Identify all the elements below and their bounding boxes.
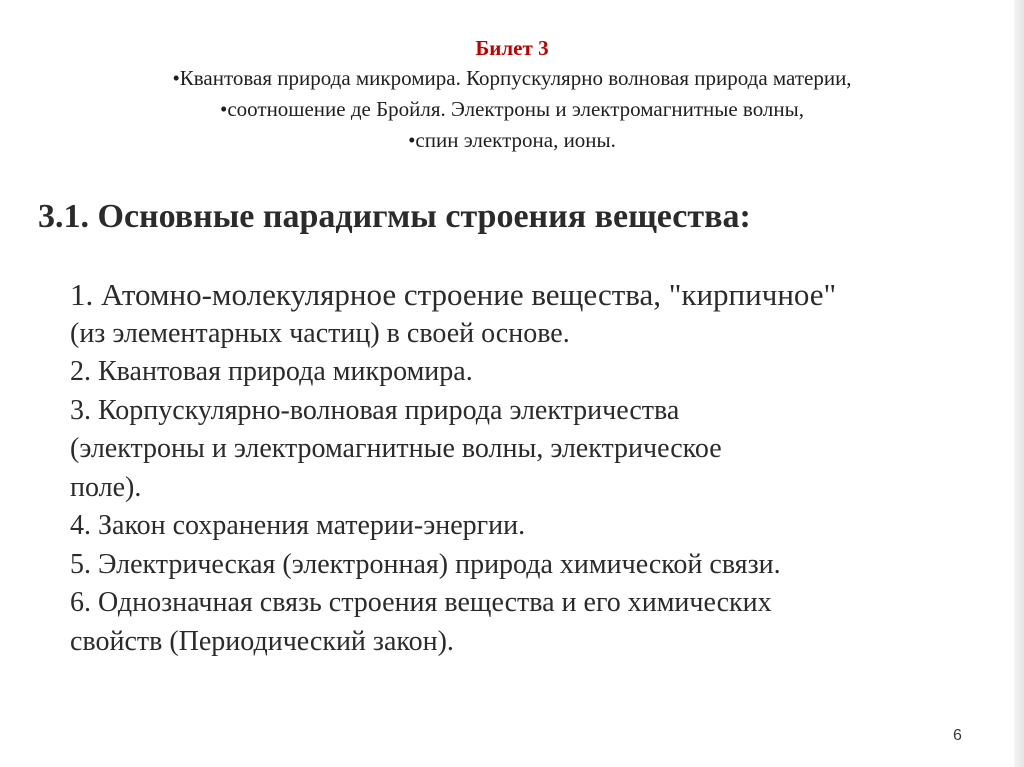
paradigm-line: (из элементарных частиц) в своей основе. <box>70 317 570 349</box>
paradigm-line: 6. Однозначная связь строения вещества и его химических <box>70 587 772 618</box>
paradigm-line: 1. Атомно-молекулярное строение вещества, "кирпичное" <box>70 277 837 312</box>
paradigm-line: 3. Корпускулярно-волновая природа электричества <box>70 394 680 426</box>
paradigm-line: свойств (Периодический закон). <box>70 625 454 657</box>
paradigm-line: 5. Электрическая (электронная) природа химической связи. <box>70 548 781 580</box>
page-number: 6 <box>953 727 962 744</box>
topic-line-2: •соотношение де Бройля. Электроны и электромагнитные волны, <box>220 97 804 121</box>
topic-line-1: •Квантовая природа микромира. Корпускулярно волновая природа материи, <box>172 66 852 90</box>
ticket-title: Билет 3 <box>475 36 549 60</box>
section-title: 3.1. Основные парадигмы строения вещества: <box>38 198 751 235</box>
paradigm-line: 2. Квантовая природа микромира. <box>70 356 473 387</box>
paradigm-line: 4. Закон сохранения материи-энергии. <box>70 510 526 541</box>
topic-line-3: •спин электрона, ионы. <box>408 128 616 152</box>
paradigm-line: (электроны и электромагнитные волны, электрическое <box>70 433 722 464</box>
paradigm-list <box>70 276 950 661</box>
ticket-header <box>0 33 1024 156</box>
paradigm-line: поле). <box>70 471 142 503</box>
